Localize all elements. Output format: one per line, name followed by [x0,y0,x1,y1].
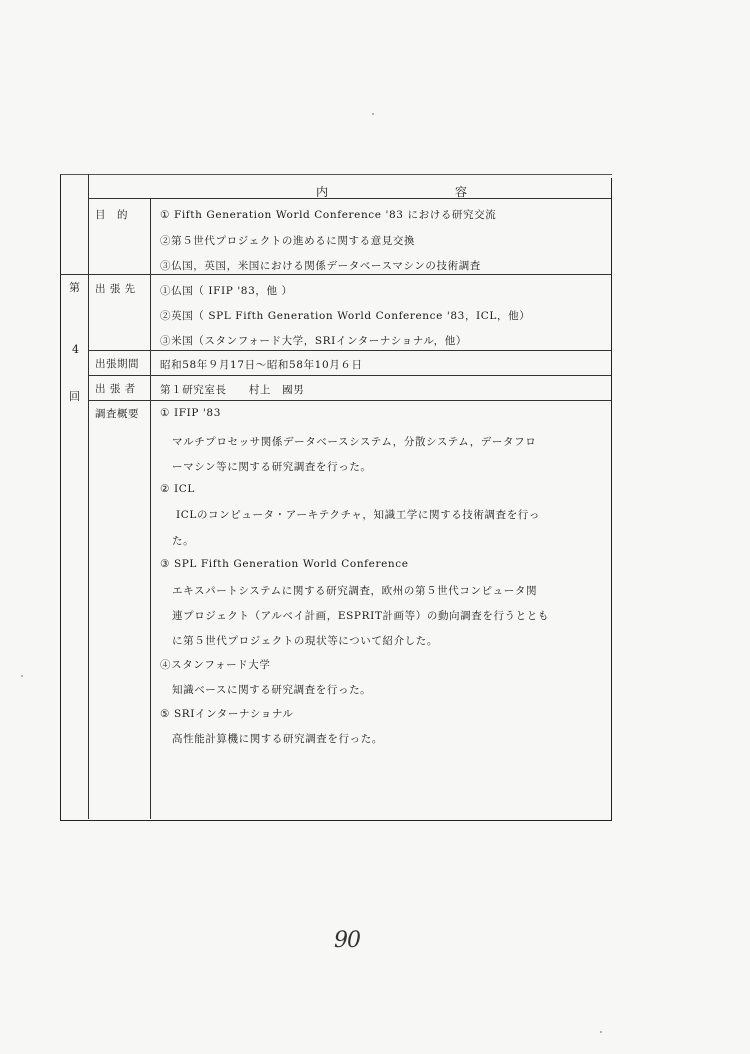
label-purpose [95,207,145,222]
row-divider-traveler [88,400,611,401]
col-divider-label [150,198,151,819]
row-divider-purpose [60,274,611,275]
summary-heading-5: ⑤ SRIインターナショナル [160,708,294,720]
summary-line: に第５世代プロジェクトの現状等について紹介した。 [172,635,438,647]
summary-line: た。 [172,535,195,547]
col-divider-side [88,174,89,819]
scan-speck [372,113,374,115]
summary-line: ICLのコンピュータ・アーキテクチャ，知識工学に関する技術調査を行っ [176,509,541,521]
summary-line: ーマシン等に関する研究調査を行った。 [172,461,372,473]
page-number: 90 [334,928,360,953]
scan-speck [21,675,23,677]
period-value: 昭和58年９月17日～昭和58年10月６日 [160,359,363,371]
destination-item-2: ②英国（ SPL Fifth Generation World Conference '83，ICL，他） [160,310,531,322]
summary-heading-2: ② ICL [160,483,195,495]
summary-heading-1: ① IFIP '83 [160,407,221,419]
purpose-item-2: ②第５世代プロジェクトの進めるに関する意見交換 [160,235,416,247]
summary-heading-3: ③ SPL Fifth Generation World Conference [160,558,409,570]
label-summary: 調査概要 [95,408,139,420]
label-purpose-text: 目 的 [95,209,128,221]
side-label-number: 4 [72,343,79,356]
purpose-item-1: ① Fifth Generation World Conference '83 における研究交流 [160,209,497,221]
label-traveler: 出 張 者 [95,383,136,395]
purpose-item-3: ③仏国，英国，米国における関係データベースマシンの技術調査 [160,260,481,272]
scan-speck [600,1031,602,1033]
row-divider-period [88,375,611,376]
summary-line: 高性能計算機に関する研究調査を行った。 [172,733,383,745]
traveler-value: 第１研究室長 村上 國男 [160,384,305,396]
table-right-border [611,178,612,821]
side-label-kai: 回 [69,390,80,403]
destination-item-3: ③米国（スタンフォード大学，SRIインターナショナル，他） [160,335,467,347]
label-period: 出張期間 [95,358,139,370]
summary-heading-4: ④スタンフォード大学 [160,659,271,671]
destination-item-1: ①仏国（ IFIP '83，他 ） [160,285,293,297]
side-label-dai: 第 [69,281,80,294]
row-divider-destination [88,350,611,351]
summary-line: エキスパートシステムに関する研究調査，欧州の第５世代コンピュータ関 [172,585,538,597]
label-destination: 出 張 先 [95,283,136,295]
summary-line: 知識ベースに関する研究調査を行った。 [172,684,372,696]
summary-line: マルチプロセッサ関係データベースシステム，分散システム，データフロ [172,436,537,448]
row-divider-header [88,198,611,199]
header-content-b: 容 [455,185,469,199]
summary-line: 連プロジェクト（アルベイ計画，ESPRIT計画等）の動向調査を行うととも [172,610,549,622]
header-content-a: 内 [316,185,330,199]
